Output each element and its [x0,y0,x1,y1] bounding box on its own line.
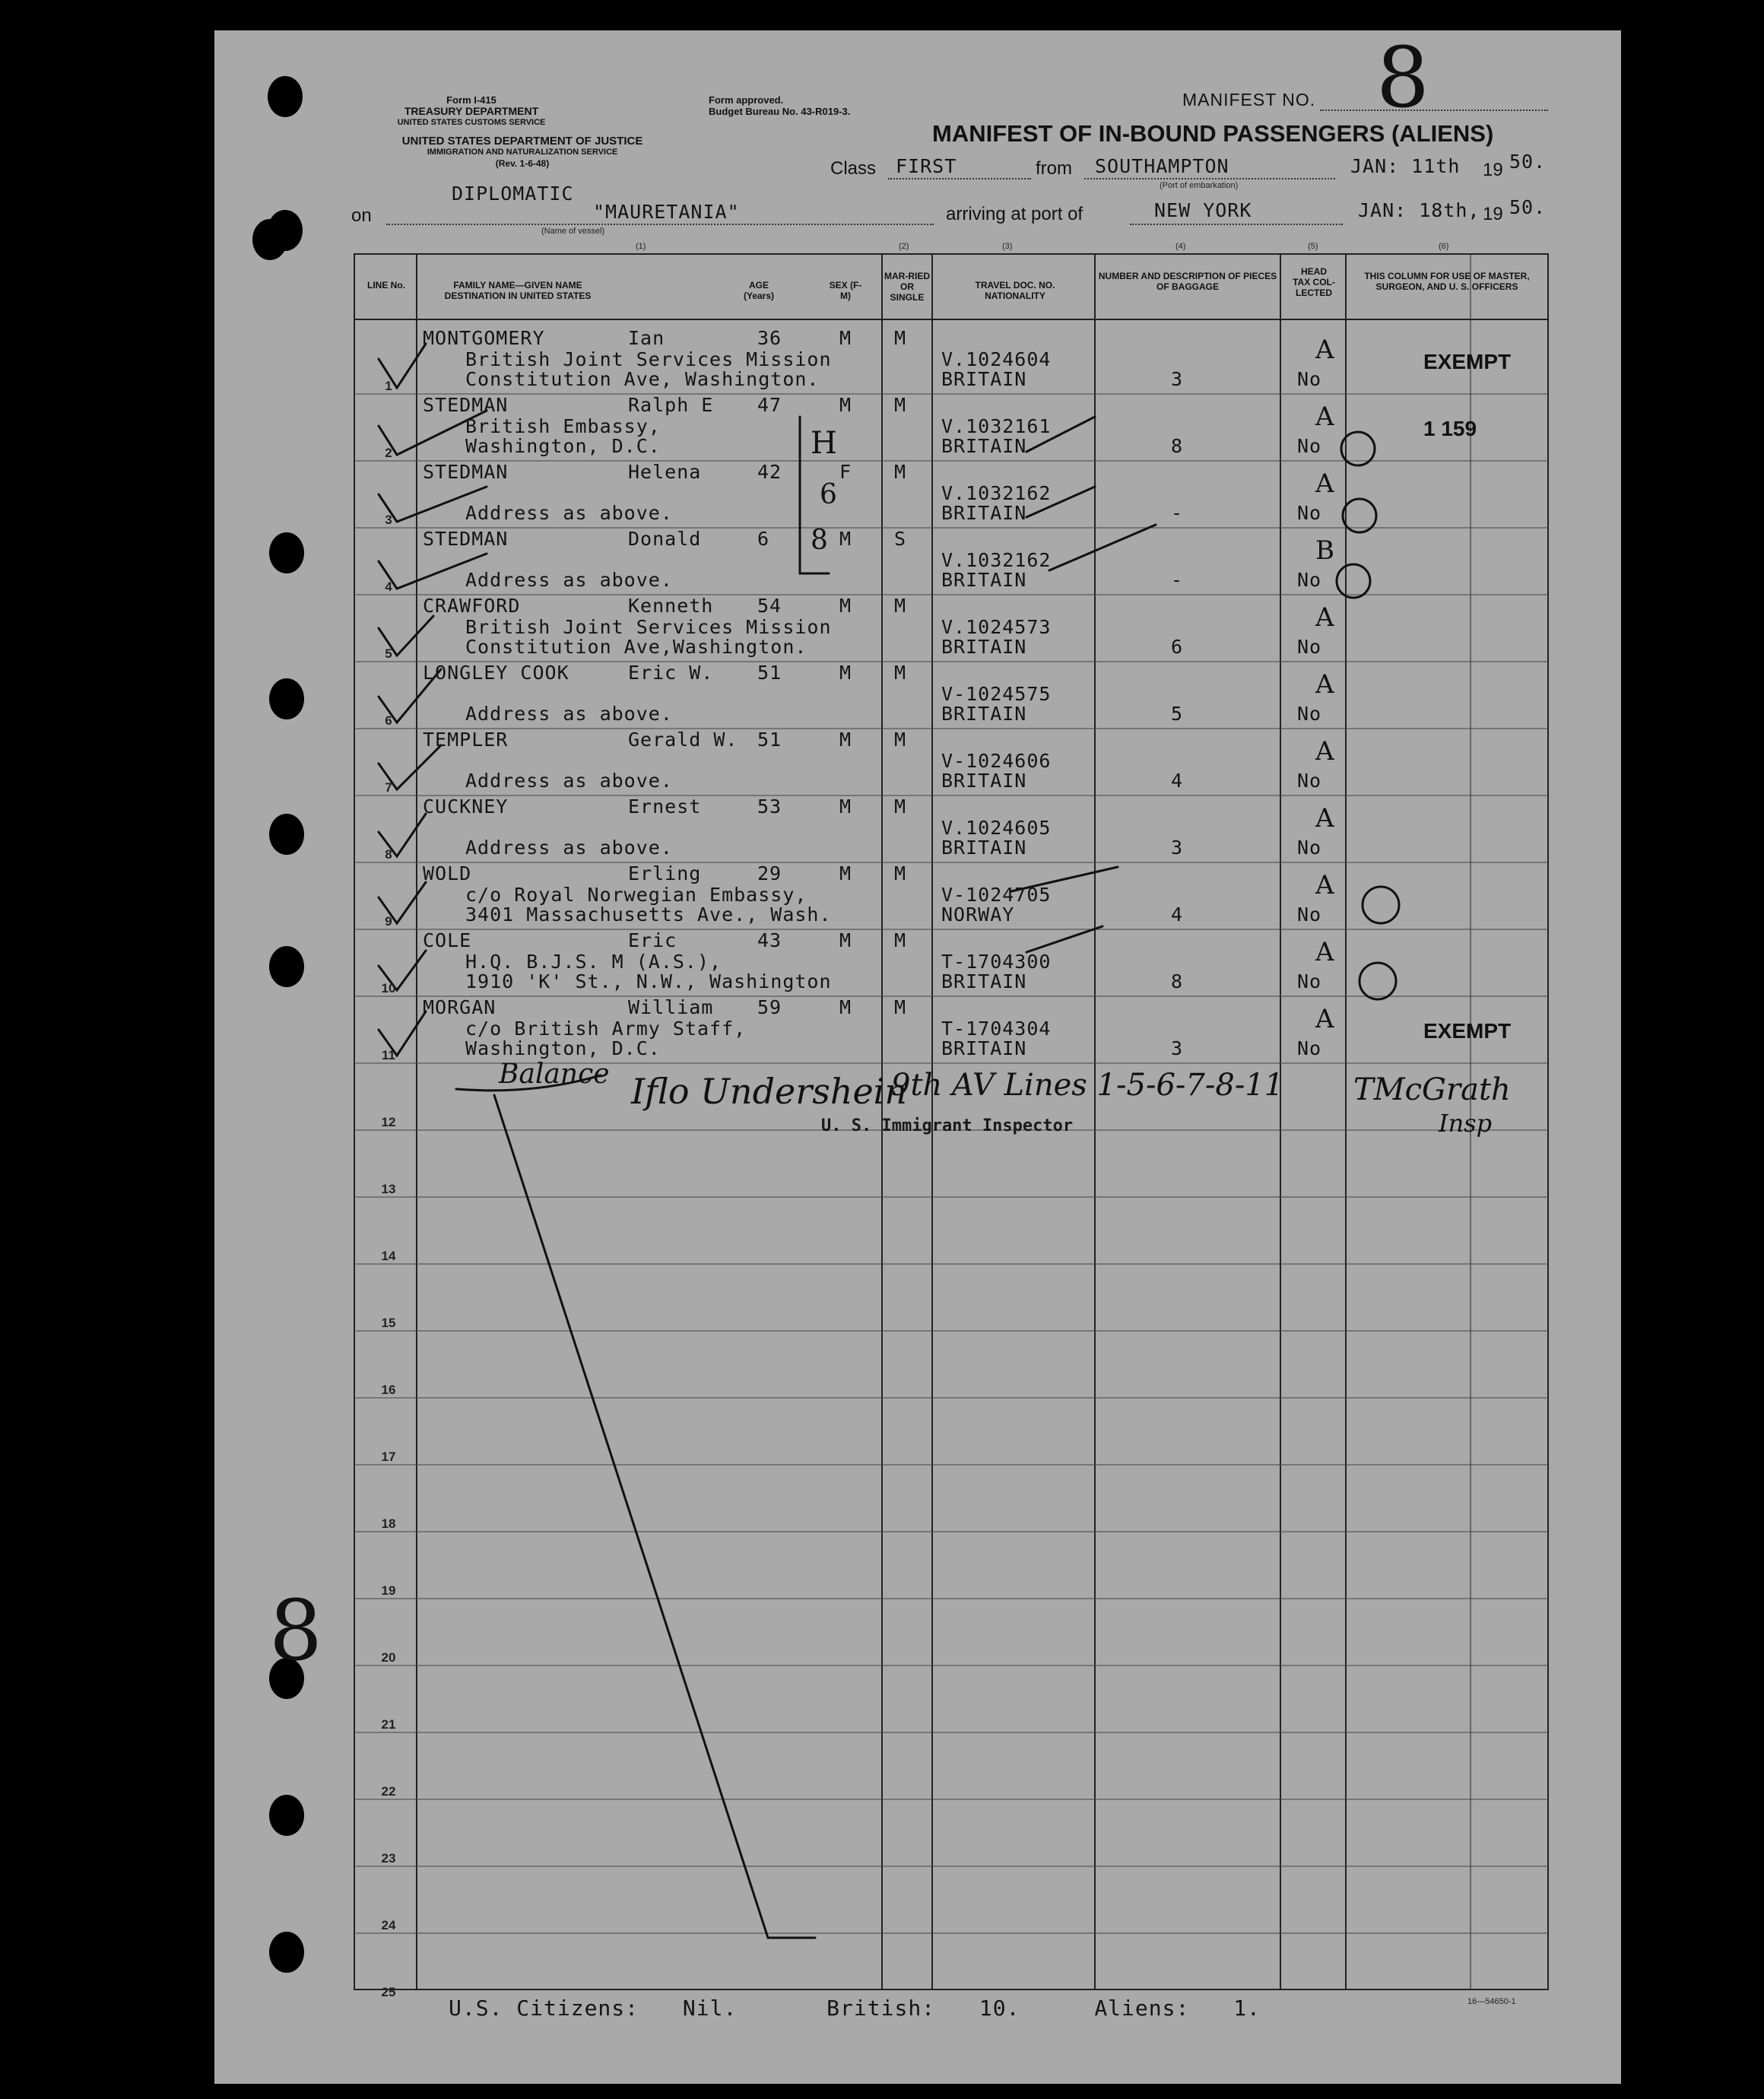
head-tax-mark: A [1315,870,1334,900]
marital-status: M [894,327,907,349]
head-tax: No [1297,1037,1322,1059]
given-name: Ian [628,327,665,349]
age: 47 [757,394,782,416]
blank-line-number: 25 [381,1985,396,1999]
manifest-label: MANIFEST NO. [1182,90,1316,110]
line-number: 7 [385,780,392,795]
departure-year-prefix: 19 [1483,160,1503,180]
destination-line-2: Address as above. [465,502,673,524]
officer-note: EXEMPT [1423,350,1512,373]
marital-status: M [894,461,907,483]
nationality: BRITAIN [941,636,1027,658]
head-tax: No [1297,636,1322,658]
head-tax-mark: A [1315,468,1334,499]
sex: M [839,327,852,349]
age: 53 [757,795,782,818]
departure-date: JAN: 11th [1350,155,1461,177]
given-name: Eric [628,929,677,951]
travel-doc: V.1024605 [941,817,1052,839]
col-number-2: (2) [899,242,909,251]
citizens-label: U.S. Citizens: [449,1996,639,2021]
destination-line-2: Address as above. [465,703,673,725]
blank-line-number: 16 [381,1383,396,1397]
head-tax: No [1297,435,1322,457]
marital-status: M [894,795,907,818]
nationality: BRITAIN [941,569,1027,591]
travel-doc: V.1032162 [941,482,1052,504]
marital-status: S [894,528,907,550]
blank-line-number: 20 [381,1650,396,1665]
blank-line-number: 18 [381,1516,396,1531]
footer-summary [449,1996,1261,2021]
destination-line-2: Constitution Ave,Washington. [465,636,807,658]
bracket-mark-h: H [811,426,837,461]
blank-line-number: 13 [381,1182,396,1196]
destination-line-2: Address as above. [465,770,673,792]
budget-text: Budget Bureau No. 43-R019-3. [709,106,851,117]
sex: M [839,662,852,684]
family-name: MONTGOMERY [423,327,545,349]
nationality: NORWAY [941,903,1015,926]
line-number: 4 [385,580,392,594]
sex: M [839,795,852,818]
header-head-tax: HEAD TAX COL-LECTED [1293,266,1335,298]
aliens-value: 1. [1233,1996,1261,2021]
head-tax-mark: A [1315,602,1334,633]
destination-line-1: H.Q. B.J.S. M (A.S.), [465,951,722,973]
marital-status: M [894,729,907,751]
header-married: MAR-RIED OR SINGLE [884,271,930,303]
destination-line-2: Constitution Ave, Washington. [465,368,820,390]
given-name: Gerald W. [628,729,738,751]
line-number: 9 [385,914,392,929]
port-embark-note: (Port of embarkation) [1160,181,1239,190]
marital-status: M [894,662,907,684]
officer-note: 1 159 [1423,417,1477,440]
header-travel-doc: TRAVEL DOC. NO. NATIONALITY [975,280,1055,301]
header-line-no: LINE No. [367,280,405,291]
destination-line-1: British Joint Services Mission [465,348,832,370]
baggage-count: 3 [1171,1037,1184,1059]
travel-doc: V-1024705 [941,884,1052,906]
col-number-6: (6) [1439,242,1449,251]
sex: M [839,394,852,416]
blank-line-number: 12 [381,1115,396,1129]
margin-number: 8 [269,1582,322,1679]
travel-doc: V-1024606 [941,750,1052,772]
form-number: Form I-415 [446,94,497,106]
arriving-label: arriving at port of [946,204,1083,224]
line-number: 5 [385,646,392,661]
family-name: LONGLEY COOK [423,662,569,684]
head-tax-mark: A [1315,803,1334,834]
vessel-note: (Name of vessel) [541,227,605,236]
blank-line-number: 19 [381,1583,396,1598]
nationality: BRITAIN [941,770,1027,792]
officer-note: EXEMPT [1423,1019,1512,1043]
manifest-number: 8 [1376,29,1429,126]
nationality: BRITAIN [941,1037,1027,1059]
head-tax-mark: A [1315,669,1334,700]
destination-line-1: British Joint Services Mission [465,616,832,638]
head-tax-mark: A [1315,335,1334,365]
head-tax: No [1297,770,1322,792]
on-label: on [351,205,372,226]
line-number: 10 [381,981,396,996]
family-name: CUCKNEY [423,795,509,818]
blank-line-number: 15 [381,1316,396,1330]
head-tax: No [1297,569,1322,591]
header-name: FAMILY NAME—GIVEN NAME DESTINATION IN UNITED STATES [444,280,592,301]
lines-note: 9th AV Lines 1-5-6-7-8-11 [891,1068,1284,1103]
destination-line-1: British Embassy, [465,415,661,437]
line-number: 2 [385,446,392,460]
line-number: 8 [385,847,392,862]
print-code: 16—54650-1 [1467,1997,1516,2006]
category-label: DIPLOMATIC [452,183,574,205]
inspector-signature: Ifl​o Undershein [631,1071,908,1112]
given-name: Ernest [628,795,702,818]
approved-text: Form approved. [709,94,784,106]
arrival-year-prefix: 19 [1483,204,1503,224]
baggage-count: - [1171,502,1184,524]
family-name: MORGAN [423,996,497,1018]
family-name: WOLD [423,862,472,884]
travel-doc: V.1024604 [941,348,1052,370]
head-tax-mark: B [1315,535,1334,566]
given-name: Donald [628,528,702,550]
nationality: BRITAIN [941,970,1027,992]
header-officers: THIS COLUMN FOR USE OF MASTER, SURGEON, AND U. S. OFFICERS [1364,271,1530,292]
age: 51 [757,662,782,684]
doj-text: UNITED STATES DEPARTMENT OF JUSTICE [401,135,643,148]
family-name: CRAWFORD [423,595,521,617]
family-name: STEDMAN [423,394,509,416]
travel-doc: V.1032162 [941,549,1052,571]
line-number: 11 [382,1048,395,1062]
head-tax-mark: A [1315,937,1334,967]
sex: M [839,929,852,951]
arrival-date: JAN: 18th, [1358,199,1480,221]
mcgrath-signature: TMcGrath [1353,1072,1511,1107]
given-name: Eric W. [628,662,714,684]
insp-abbrev: Insp [1439,1109,1493,1138]
destination-line-2: Washington, D.C. [465,1037,661,1059]
baggage-count: 8 [1171,435,1184,457]
nationality: BRITAIN [941,837,1027,859]
arrival-port: NEW YORK [1154,199,1252,221]
marital-status: M [894,929,907,951]
baggage-count: 4 [1171,770,1184,792]
destination-line-2: 1910 'K' St., N.W., Washington [465,970,832,992]
vessel-name: "MAURETANIA" [593,201,740,223]
given-name: Ralph E [628,394,714,416]
sex: M [839,862,852,884]
bracket-mark-8: 8 [811,525,828,556]
travel-doc: V.1032161 [941,415,1052,437]
class-value: FIRST [896,155,957,177]
head-tax: No [1297,903,1322,926]
given-name: Erling [628,862,702,884]
header-sex: SEX (F-M) [829,280,862,301]
family-name: TEMPLER [423,729,509,751]
blank-line-number: 17 [381,1450,396,1464]
age: 43 [757,929,782,951]
citizens-value: Nil. [682,1996,738,2021]
baggage-count: 6 [1171,636,1184,658]
family-name: COLE [423,929,472,951]
treasury-dept: TREASURY DEPARTMENT [404,105,539,117]
header-baggage: NUMBER AND DESCRIPTION OF PIECES OF BAGGAGE [1098,271,1277,292]
travel-doc: T-1704300 [941,951,1052,973]
arrival-year: 50. [1509,196,1547,218]
age: 29 [757,862,782,884]
family-name: STEDMAN [423,461,509,483]
balance-note: Balance [499,1059,610,1090]
from-label: from [1036,158,1072,179]
travel-doc: V.1024573 [941,616,1052,638]
class-label: Class [830,158,877,179]
baggage-count: 4 [1171,903,1184,926]
age: 54 [757,595,782,617]
blank-line-number: 22 [381,1784,396,1799]
header-age: AGE (Years) [743,280,775,301]
destination-line-2: Address as above. [465,837,673,859]
nationality: BRITAIN [941,502,1027,524]
head-tax-mark: A [1315,736,1334,767]
destination-line-1: c/o Royal Norwegian Embassy, [465,884,807,906]
head-tax-mark: A [1315,402,1334,432]
col-number-5: (5) [1308,242,1318,251]
blank-line-number: 23 [381,1851,396,1866]
head-tax-mark: A [1315,1004,1334,1034]
destination-line-2: Address as above. [465,569,673,591]
marital-status: M [894,996,907,1018]
col-number-1: (1) [636,242,646,251]
head-tax: No [1297,502,1322,524]
line-number: 3 [385,513,392,527]
baggage-count: 8 [1171,970,1184,992]
aliens-label: Aliens: [1094,1996,1190,2021]
sex: M [839,528,852,550]
bracket-mark-6: 6 [820,479,837,510]
col-number-4: (4) [1175,242,1186,251]
baggage-count: 5 [1171,703,1184,725]
blank-line-number: 21 [381,1717,396,1732]
head-tax: No [1297,970,1322,992]
head-tax: No [1297,703,1322,725]
nationality: BRITAIN [941,435,1027,457]
marital-status: M [894,595,907,617]
travel-doc: V-1024575 [941,683,1052,705]
given-name: William [628,996,714,1018]
manifest-title: MANIFEST OF IN-BOUND PASSENGERS (ALIENS) [932,120,1494,147]
destination-line-2: Washington, D.C. [465,435,661,457]
age: 59 [757,996,782,1018]
family-name: STEDMAN [423,528,509,550]
british-label: British: [826,1996,936,2021]
nationality: BRITAIN [941,703,1027,725]
age: 36 [757,327,782,349]
destination-line-1: c/o British Army Staff, [465,1018,747,1040]
nationality: BRITAIN [941,368,1027,390]
sex: M [839,595,852,617]
age: 42 [757,461,782,483]
age: 51 [757,729,782,751]
british-value: 10. [979,1996,1020,2021]
head-tax: No [1297,368,1322,390]
line-number: 1 [385,379,392,393]
from-value: SOUTHAMPTON [1095,155,1229,177]
age: 6 [757,528,770,550]
head-tax: No [1297,837,1322,859]
baggage-count: 3 [1171,837,1184,859]
blank-line-number: 14 [381,1249,396,1263]
blank-line-number: 24 [381,1918,396,1932]
given-name: Helena [628,461,702,483]
ins-text: IMMIGRATION AND NATURALIZATION SERVICE [427,148,618,157]
baggage-count: - [1171,569,1184,591]
col-number-3: (3) [1002,242,1013,251]
given-name: Kenneth [628,595,714,617]
rev-text: (Rev. 1-6-48) [495,158,550,169]
sex: M [839,729,852,751]
baggage-count: 3 [1171,368,1184,390]
line-number: 6 [385,713,392,728]
departure-year: 50. [1509,151,1547,173]
sex: F [839,461,852,483]
sex: M [839,996,852,1018]
travel-doc: T-1704304 [941,1018,1052,1040]
marital-status: M [894,862,907,884]
inspector-label: U. S. Immigrant Inspector [821,1116,1074,1135]
customs-service: UNITED STATES CUSTOMS SERVICE [397,118,546,127]
destination-line-2: 3401 Massachusetts Ave., Wash. [465,903,832,926]
marital-status: M [894,394,907,416]
